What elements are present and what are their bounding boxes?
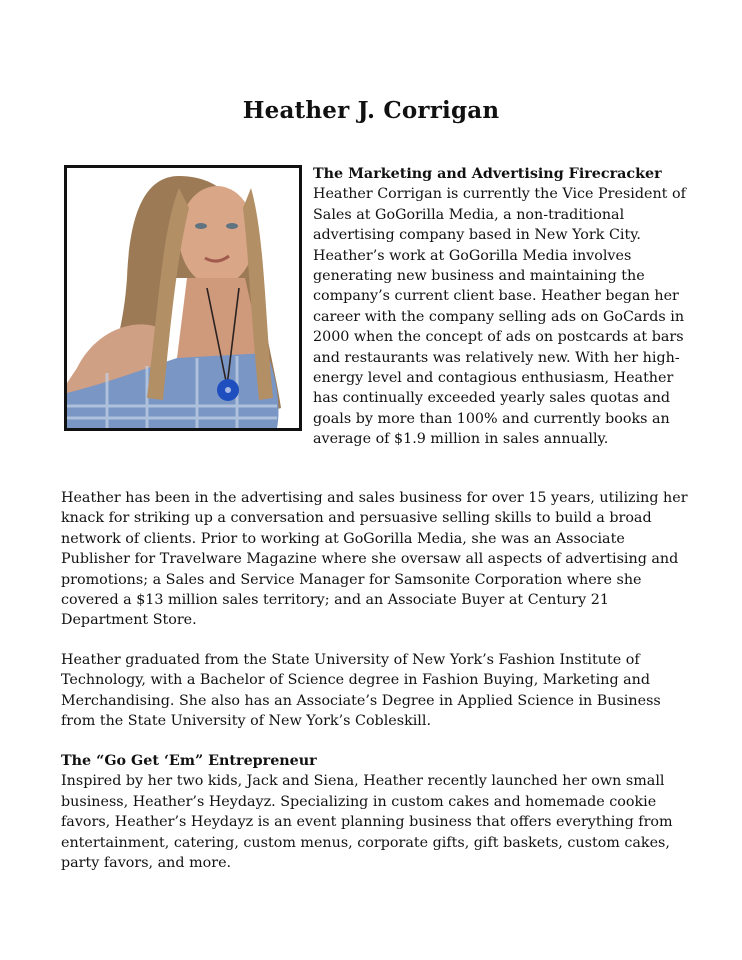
section-entrepreneur <box>61 751 691 873</box>
photo-wrap-spacer <box>61 164 313 447</box>
paragraph-experience: Heather has been in the advertising and sales business for over 15 years, utilizing her knack for striking up a conversation and persuasive selling skills to build a broad network of clients. Prior to working at GoGorilla Media, she was an Associate Publisher for Travelware Magazine where she oversaw all aspects of advertising and promotions; a Sales and Service Manager for Samsonite Corporation where she covered a $13 million sales territory; and an Associate Buyer at Century 21 Department Store. <box>61 490 688 629</box>
paragraph-education: Heather graduated from the State University of New York’s Fashion Institute of Technology, with a Bachelor of Science degree in Fashion Buying, Marketing and Merchandising. She also has an Associate’s Degree in Applied Science in Business from the State University of New York’s Cobleskill. <box>61 652 661 730</box>
page-title: Heather J. Corrigan <box>242 97 500 125</box>
paragraph-intro: Heather Corrigan is currently the Vice President of Sales at GoGorilla Media, a non-traditional advertising company based in New York City. Heather’s work at GoGorilla Media involves generating new business and maintaining the company’s current client base. Heather began her career with the company selling ads on GoCards in 2000 when the concept of ads on postcards at bars and restaurants was relatively new. With her high-energy level and contagious enthusiasm, Heather has continually exceeded yearly sales quotas and goals by more than 100% and currently books an average of $1.9 million in sales annually. <box>313 186 686 448</box>
section-heading: The “Go Get ‘Em” Entrepreneur <box>61 753 317 769</box>
section-marketing <box>61 164 691 450</box>
paragraph-entrepreneur: Inspired by her two kids, Jack and Siena, Heather recently launched her own small business, Heather’s Heydayz. Specializing in custom cakes and homemade cookie favors, Heather’s Heydayz is an event planning business that offers everything from entertainment, catering, custom menus, corporate gifts, gift baskets, custom cakes, party favors, and more. <box>61 773 673 872</box>
section-heading: The Marketing and Advertising Firecracker <box>313 166 662 182</box>
